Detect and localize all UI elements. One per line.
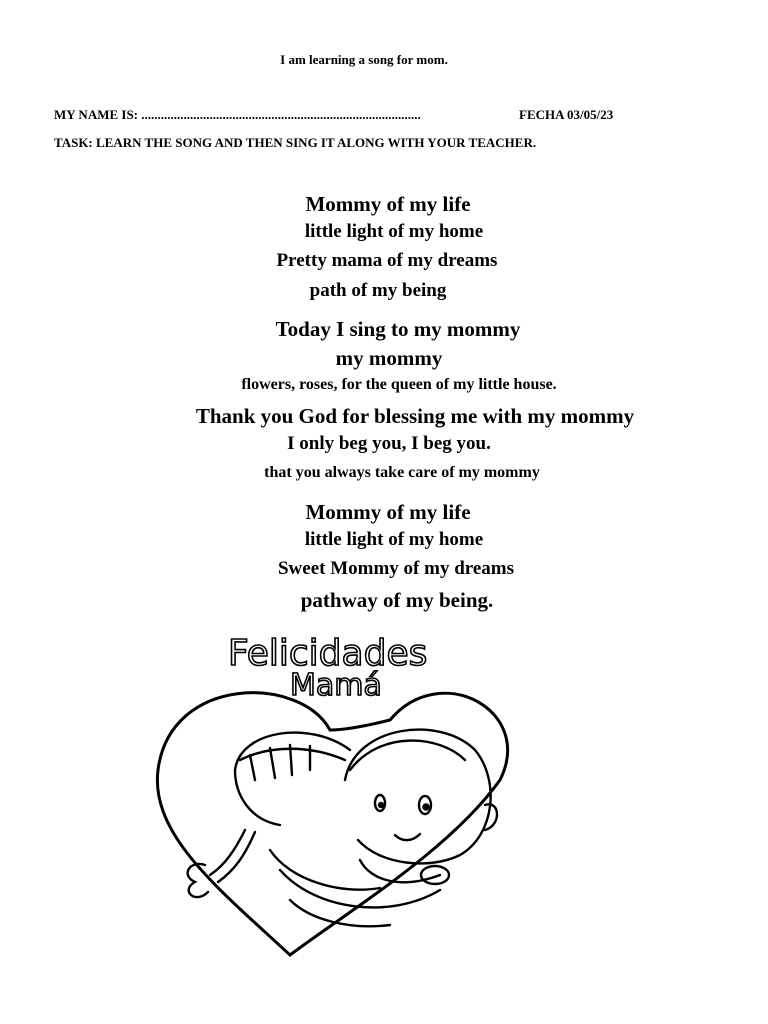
heart-icon bbox=[157, 693, 507, 955]
mothers-day-illustration bbox=[140, 620, 520, 965]
lyric-line: flowers, roses, for the queen of my little house. bbox=[241, 376, 557, 393]
lyric-line: I only beg you, I beg you. bbox=[287, 433, 491, 454]
lyric-line: path of my being bbox=[309, 280, 447, 301]
name-field-label: MY NAME IS: ...................................................................................... bbox=[54, 107, 421, 122]
task-instruction: TASK: LEARN THE SONG AND THEN SING IT ALONG WITH YOUR TEACHER. bbox=[54, 135, 537, 150]
lyric-line: my mommy bbox=[335, 346, 443, 370]
lyric-line: Mommy of my life bbox=[305, 192, 471, 216]
page-title: I am learning a song for mom. bbox=[280, 52, 448, 67]
lyric-line: little light of my home bbox=[304, 529, 484, 550]
lyric-line: Mommy of my life bbox=[305, 500, 471, 524]
lyric-line: Sweet Mommy of my dreams bbox=[277, 558, 515, 579]
date-label: FECHA 03/05/23 bbox=[519, 107, 614, 122]
lyric-line: pathway of my being. bbox=[300, 588, 494, 612]
lyric-line: little light of my home bbox=[304, 221, 484, 242]
mother-child-hug-icon bbox=[188, 730, 497, 927]
lyric-line: Pretty mama of my dreams bbox=[276, 250, 498, 271]
greeting-line1: Felicidades bbox=[228, 633, 428, 674]
lyric-line: that you always take care of my mommy bbox=[264, 464, 540, 481]
greeting-line2: Mamá bbox=[290, 668, 382, 703]
lyric-line: Thank you God for blessing me with my mommy bbox=[195, 404, 635, 428]
lyric-line: Today I sing to my mommy bbox=[275, 317, 521, 341]
